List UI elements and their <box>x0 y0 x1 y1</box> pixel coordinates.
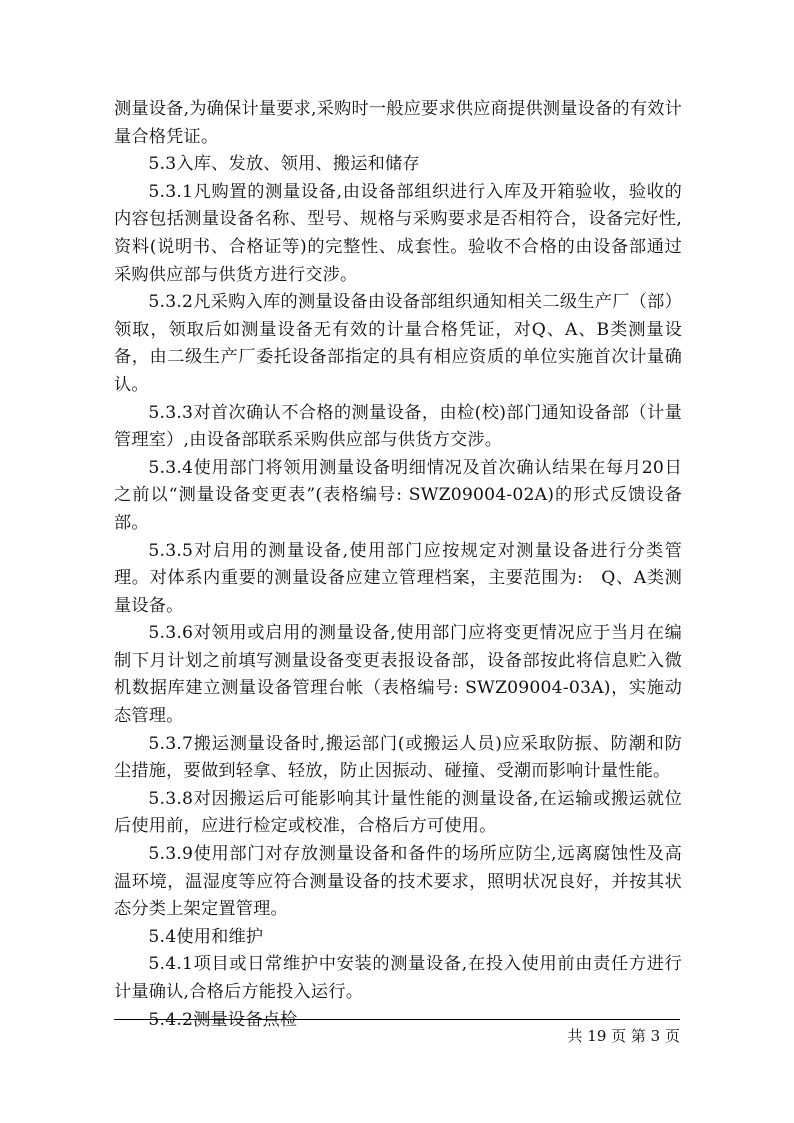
section-heading-5-3: 5.3入库、发放、领用、搬运和储存 <box>148 154 420 175</box>
document-body <box>114 96 682 1034</box>
paragraph-5-3-5: 5.3.5对启用的测量设备,使用部门应按规定对测量设备进行分类管理。对体系内重要的测量设备应建立管理档案，主要范围为: Q、A类测量设备。 <box>114 540 682 616</box>
paragraph-5-4-1: 5.4.1项目或日常维护中安装的测量设备,在投入使用前由责任方进行计量确认,合格后方能投入运行。 <box>114 954 682 1002</box>
paragraph-5-3-1: 5.3.1凡购置的测量设备,由设备部组织进行入库及开箱验收，验收的内容包括测量设备名称、型号、规格与采购要求是否相符合，设备完好性,资料(说明书、合格证等)的完整性、成套性。验收不合格的由设备部通过采购供应部与供货方进行交涉。 <box>114 181 682 285</box>
page-number: 共 19 页 第 3 页 <box>567 1027 680 1045</box>
section-heading-5-4: 5.4使用和维护 <box>148 926 264 947</box>
paragraph-5-3-9: 5.3.9使用部门对存放测量设备和备件的场所应防尘,远离腐蚀性及高温环境，温湿度等应符合测量设备的技术要求，照明状况良好，并按其状态分类上架定置管理。 <box>114 844 682 920</box>
paragraph-5-4-2: 5.4.2测量设备点检 <box>148 1009 298 1030</box>
footer-divider <box>114 1019 680 1020</box>
paragraph-5-3-8: 5.3.8对因搬运后可能影响其计量性能的测量设备,在运输或搬运就位后使用前，应进行检定或校准，合格后方可使用。 <box>114 788 682 837</box>
paragraph-continuation: 测量设备,为确保计量要求,采购时一般应要求供应商提供测量设备的有效计量合格凭证。 <box>114 99 682 147</box>
paragraph-5-3-6: 5.3.6对领用或启用的测量设备,使用部门应将变更情况应于当月在编制下月计划之前填写测量设备变更表报设备部，设备部按此将信息贮入微机数据库建立测量设备管理台帐（表格编号: SWZ09004-03A)，实施动态管理。 <box>114 623 682 727</box>
paragraph-5-3-4: 5.3.4使用部门将领用测量设备明细情况及首次确认结果在每月20日之前以“测量设备变更表”(表格编号: SWZ09004-02A)的形式反馈设备部。 <box>114 457 682 533</box>
paragraph-5-3-2: 5.3.2凡采购入库的测量设备由设备部组织通知相关二级生产厂（部）领取，领取后如测量设备无有效的计量合格凭证，对Q、A、B类测量设备，由二级生产厂委托设备部指定的具有相应资质的单位实施首次计量确认。 <box>114 292 682 395</box>
paragraph-5-3-7: 5.3.7搬运测量设备时,搬运部门(或搬运人员)应采取防振、防潮和防尘措施，要做到轻拿、轻放，防止因振动、碰撞、受潮而影响计量性能。 <box>114 733 682 782</box>
paragraph-5-3-3: 5.3.3对首次确认不合格的测量设备，由检(校)部门通知设备部（计量管理室）,由设备部联系采购供应部与供货方交涉。 <box>114 402 682 451</box>
